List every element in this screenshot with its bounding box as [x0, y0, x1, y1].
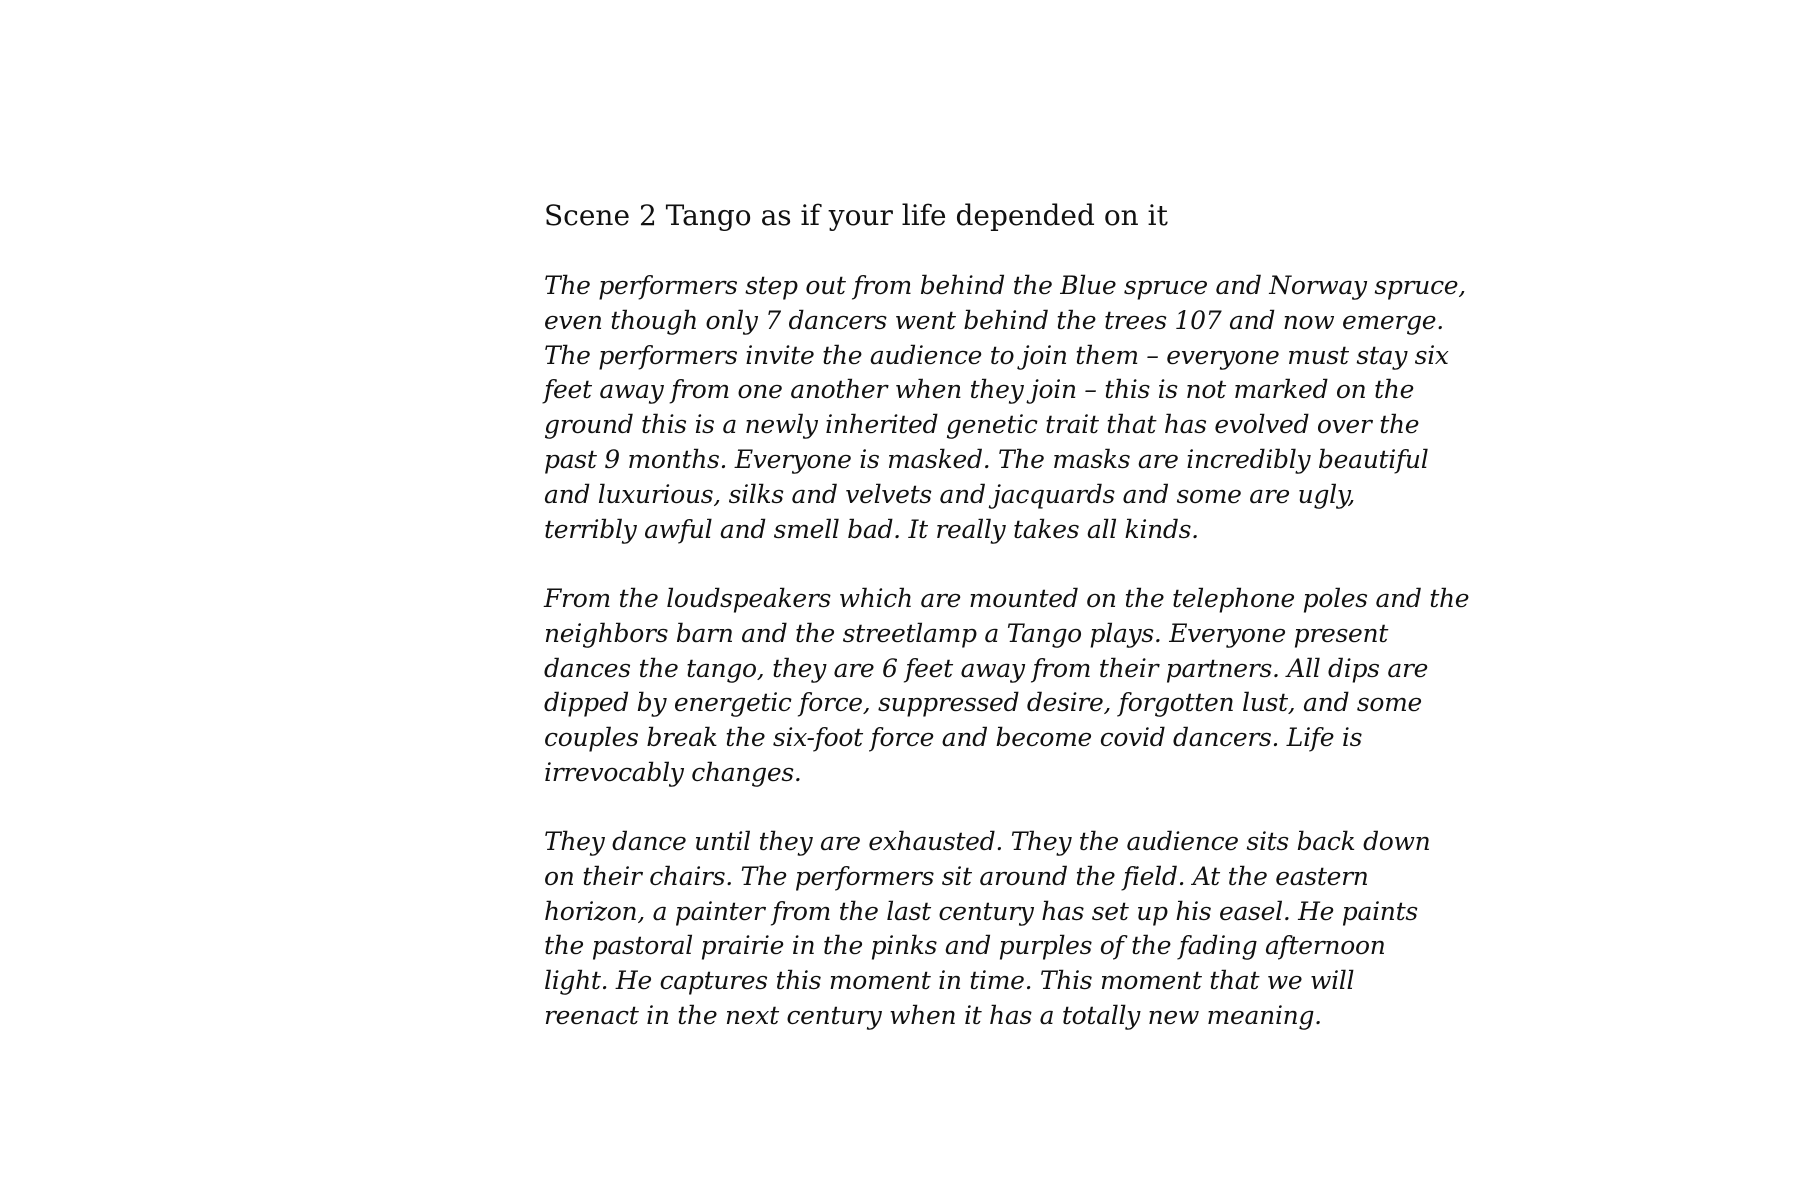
- paragraph-line: on their chairs. The performers sit around the field. At the eastern: [544, 861, 1369, 891]
- paragraph-line: light. He captures this moment in time. This moment that we will: [544, 966, 1355, 996]
- paragraph-line: dipped by energetic force, suppressed desire, forgotten lust, and some: [544, 688, 1422, 718]
- paragraph-line: The performers step out from behind the Blue spruce and Norway spruce,: [544, 271, 1466, 300]
- paragraph-line: dances the tango, they are 6 feet away from their partners. All dips are: [544, 653, 1429, 683]
- paragraph-2: [544, 582, 1469, 791]
- paragraph-line: even though only 7 dancers went behind the trees 107 and now emerge.: [544, 305, 1444, 335]
- paragraph-line: reenact in the next century when it has a totally new meaning.: [544, 1000, 1322, 1030]
- paragraph-line: terribly awful and smell bad. It really takes all kinds.: [544, 514, 1199, 544]
- paragraph-line: couples break the six-foot force and become covid dancers. Life is: [544, 723, 1363, 753]
- paragraph-line: From the loudspeakers which are mounted on the telephone poles and the: [544, 584, 1470, 613]
- paragraph-line: neighbors barn and the streetlamp a Tango plays. Everyone present: [544, 618, 1389, 648]
- paragraph-line: horizon, a painter from the last century has set up his easel. He paints: [544, 896, 1418, 926]
- scene-title: Scene 2 Tango as if your life depended on it: [544, 199, 1168, 232]
- scene-text-block: [544, 196, 1470, 1030]
- paragraph-line: The performers invite the audience to join them – everyone must stay six: [544, 340, 1449, 370]
- paragraph-line: irrevocably changes.: [544, 757, 802, 787]
- paragraph-line: ground this is a newly inherited genetic trait that has evolved over the: [544, 410, 1420, 440]
- paragraph-3: [544, 825, 1430, 1034]
- paragraph-1: [544, 269, 1466, 547]
- paragraph-line: They dance until they are exhausted. They the audience sits back down: [544, 827, 1431, 856]
- paragraph-line: past 9 months. Everyone is masked. The masks are incredibly beautiful: [544, 444, 1429, 474]
- paragraph-line: feet away from one another when they join – this is not marked on the: [544, 375, 1415, 405]
- paragraph-line: and luxurious, silks and velvets and jacquards and some are ugly,: [544, 479, 1356, 509]
- paragraph-line: the pastoral prairie in the pinks and purples of the fading afternoon: [544, 931, 1386, 961]
